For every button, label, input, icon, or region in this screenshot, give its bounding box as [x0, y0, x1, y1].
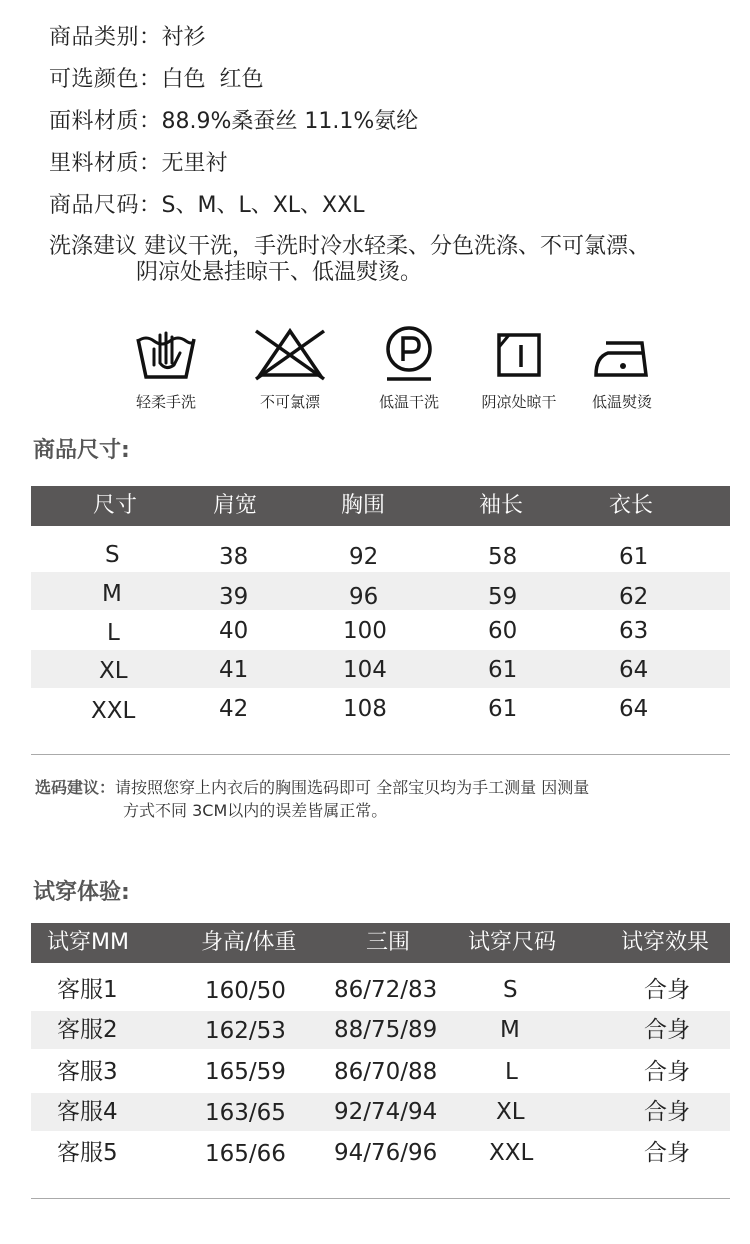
info-value: 白色 红色 [161, 67, 264, 92]
low-iron-icon [592, 325, 652, 381]
fitting-cell: 合身 [644, 1099, 690, 1125]
size-table-header [31, 486, 730, 526]
hand-wash-icon [134, 325, 198, 381]
advice-line-1: 请按照您穿上内衣后的胸围选码即可 全部宝贝均为手工测量 因测量 [115, 778, 590, 797]
info-colors [49, 67, 264, 93]
size-cell: 61 [488, 657, 518, 683]
fitting-cell: 合身 [644, 1017, 690, 1043]
size-header-cell: 胸围 [341, 493, 386, 518]
dry-clean-icon [381, 325, 437, 383]
fitting-cell: 客服3 [57, 1059, 118, 1085]
size-cell: M [102, 581, 122, 607]
info-value: 无里衬 [161, 151, 228, 176]
size-cell: 60 [488, 618, 518, 644]
fitting-cell: XL [496, 1099, 525, 1125]
fitting-cell: 162/53 [205, 1018, 286, 1044]
fitting-cell: M [500, 1017, 520, 1043]
care-caption: 不可氯漂 [259, 393, 320, 411]
care-item-hand-wash [111, 325, 221, 411]
care-caption: 阴凉处晾干 [481, 393, 557, 411]
info-label: 可选颜色： [49, 67, 162, 92]
fitting-cell: L [505, 1059, 518, 1085]
size-cell: 108 [343, 696, 387, 722]
size-header-cell: 袖长 [479, 493, 524, 518]
fitting-cell: 88/75/89 [334, 1017, 438, 1043]
size-cell: 92 [349, 544, 379, 570]
shade-dry-icon [494, 325, 544, 381]
size-cell: 61 [488, 696, 518, 722]
fitting-cell: 165/59 [205, 1059, 286, 1085]
size-cell: 62 [619, 584, 649, 610]
size-cell: L [107, 620, 120, 646]
care-label: 洗涤建议 [49, 234, 138, 259]
divider [31, 754, 730, 755]
no-bleach-icon [252, 325, 328, 381]
care-item-no-bleach [235, 325, 345, 411]
fitting-cell: 86/70/88 [334, 1059, 438, 1085]
fitting-cell: 合身 [644, 1059, 690, 1085]
size-cell: 42 [219, 696, 249, 722]
fitting-cell: 客服1 [57, 977, 118, 1003]
divider [31, 1198, 730, 1199]
care-item-dry-clean [354, 325, 464, 411]
info-fabric [49, 109, 418, 135]
size-cell: 58 [488, 544, 518, 570]
fitting-header-cell: 身高/体重 [201, 930, 297, 955]
advice-label: 选码建议： [35, 778, 116, 797]
care-advice [49, 234, 650, 286]
info-value: S、M、L、XL、XXL [161, 193, 365, 218]
size-cell: 100 [343, 618, 387, 644]
care-line-1: 建议干洗，手洗时冷水轻柔、分色洗涤、不可氯漂、 [144, 234, 651, 259]
info-label: 商品尺码： [49, 193, 162, 218]
info-label: 面料材质： [49, 109, 162, 134]
care-caption: 低温干洗 [378, 393, 439, 411]
size-header-cell: 肩宽 [213, 493, 258, 518]
fitting-cell: 165/66 [205, 1141, 286, 1167]
care-item-low-iron [567, 325, 677, 411]
fitting-cell: 163/65 [205, 1100, 286, 1126]
size-cell: 39 [219, 584, 249, 610]
size-cell: S [105, 542, 120, 568]
fitting-cell: 合身 [644, 1140, 690, 1166]
size-cell: 64 [619, 696, 649, 722]
size-cell: XL [99, 658, 128, 684]
size-header-cell: 衣长 [609, 493, 654, 518]
size-section-title: 商品尺寸: [33, 438, 130, 463]
fitting-cell: 92/74/94 [334, 1099, 438, 1125]
size-cell: XXL [91, 698, 136, 724]
size-cell: 40 [219, 618, 249, 644]
size-cell: 63 [619, 618, 649, 644]
info-lining [49, 151, 228, 177]
fitting-cell: 客服4 [57, 1099, 118, 1125]
fitting-cell: 160/50 [205, 978, 286, 1004]
care-caption: 低温熨烫 [591, 393, 652, 411]
fitting-cell: 94/76/96 [334, 1140, 438, 1166]
info-value: 88.9%桑蚕丝 11.1%氨纶 [161, 109, 419, 134]
fitting-cell: XXL [489, 1140, 534, 1166]
size-cell: 64 [619, 657, 649, 683]
size-advice [35, 776, 589, 822]
size-cell: 38 [219, 544, 249, 570]
info-label: 商品类别： [49, 25, 162, 50]
fitting-header-cell: 试穿效果 [621, 930, 710, 955]
fitting-cell: 86/72/83 [334, 977, 438, 1003]
size-cell: 104 [343, 657, 387, 683]
fitting-cell: 客服5 [57, 1140, 118, 1166]
fitting-cell: 客服2 [57, 1017, 118, 1043]
size-cell: 96 [349, 584, 379, 610]
size-cell: 61 [619, 544, 649, 570]
info-category [49, 25, 206, 51]
fitting-header-cell: 三围 [366, 930, 411, 955]
fitting-header-cell: 试穿尺码 [468, 930, 557, 955]
info-sizes [49, 193, 364, 219]
fitting-section-title: 试穿体验: [33, 880, 130, 905]
care-line-2: 阴凉处悬挂晾干、低温熨烫。 [136, 260, 423, 285]
info-label: 里料材质： [49, 151, 162, 176]
fitting-cell: S [503, 977, 518, 1003]
fitting-cell: 合身 [644, 977, 690, 1003]
size-cell: 59 [488, 584, 518, 610]
care-caption: 轻柔手洗 [135, 393, 196, 411]
info-value: 衬衫 [161, 25, 206, 50]
care-item-shade-dry [464, 325, 574, 411]
size-header-cell: 尺寸 [93, 493, 138, 518]
advice-line-2: 方式不同 3CM以内的误差皆属正常。 [123, 801, 388, 820]
fitting-table-header [31, 923, 730, 963]
size-cell: 41 [219, 657, 249, 683]
fitting-header-cell: 试穿MM [47, 930, 129, 955]
